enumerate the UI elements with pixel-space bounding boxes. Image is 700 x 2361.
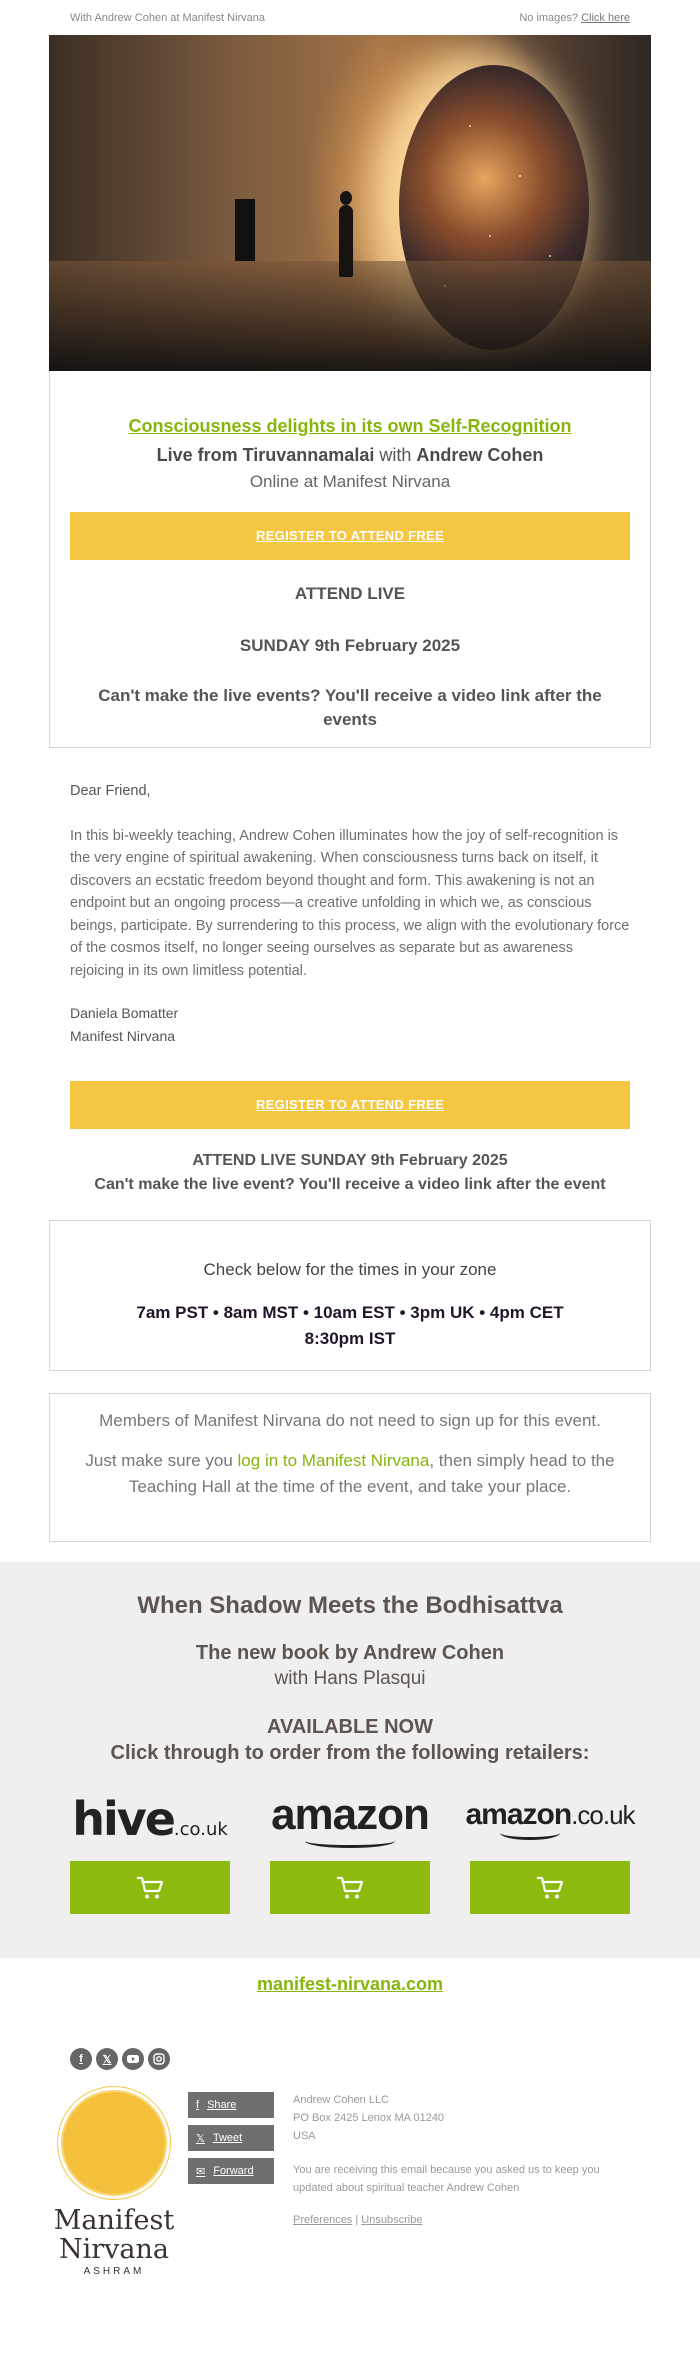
hero-image xyxy=(49,35,651,371)
members-box xyxy=(49,1393,651,1542)
dark-doorway xyxy=(235,199,255,261)
amazon-logo[interactable]: amazon xyxy=(270,1789,430,1849)
brand-logo: Manifest Nirvana ASHRAM xyxy=(49,2090,179,2277)
register-button-secondary[interactable]: REGISTER TO ATTEND FREE xyxy=(70,1081,630,1129)
login-link[interactable]: log in to Manifest Nirvana xyxy=(237,1451,430,1470)
footer-links: Preferences | Unsubscribe xyxy=(293,2214,423,2226)
mail-icon: ✉ xyxy=(196,2165,206,2178)
click-here-link[interactable]: Click here xyxy=(581,11,630,24)
instagram-icon[interactable] xyxy=(148,2048,170,2070)
retailers xyxy=(70,1789,635,1914)
hero-floor xyxy=(49,261,651,371)
amazon-cart-button[interactable] xyxy=(270,1861,430,1914)
cart-icon xyxy=(135,1875,165,1901)
preferences-link[interactable]: Preferences xyxy=(293,2214,353,2226)
star xyxy=(519,175,521,177)
unsubscribe-link[interactable]: Unsubscribe xyxy=(361,2214,423,2226)
footer-address: Andrew Cohen LLC PO Box 2425 Lenox MA 01240 USA You are receiving this email because you asked us to keep you updated about spiritual teacher Andrew Cohen Preferences | Unsubscribe xyxy=(293,2090,623,2277)
times-box xyxy=(49,1220,651,1371)
attend-live-heading: ATTEND LIVE xyxy=(294,584,406,603)
letter-body: In this bi-weekly teaching, Andrew Cohen illuminates how the joy of self-recognition is the very engine of spiritual awakening. When consciousness turns back on itself, it discovers an ecstatic freedom beyond thought and form. This awakening is not an endpoint but an ongoing process—a creative unfolding in which we, as conscious beings, participate. By surrendering to this process, we align with the evolutionary force of the cosmos itself, no longer seeing ourselves as separate but as awareness rejoicing in its own limitless potential. xyxy=(70,827,630,979)
standing-figure xyxy=(339,205,353,277)
site-link-row xyxy=(0,1974,700,1995)
retailer-amazon-uk xyxy=(465,1789,635,1914)
preheader-text: With Andrew Cohen at Manifest Nirvana xyxy=(70,11,266,24)
star xyxy=(489,235,491,237)
no-images-notice: No images? Click here xyxy=(519,11,630,24)
hive-cart-button[interactable] xyxy=(70,1861,230,1914)
times-heading: Check below for the times in your zone xyxy=(203,1260,497,1279)
signature-org: Manifest Nirvana xyxy=(70,1028,176,1044)
amazon-smile-icon xyxy=(500,1826,560,1840)
book-subtitle: The new book by Andrew Cohen xyxy=(195,1642,505,1664)
amazon-uk-cart-button[interactable] xyxy=(470,1861,630,1914)
book-coauthor: with Hans Plasqui xyxy=(274,1668,426,1689)
book-title: When Shadow Meets the Bodhisattva xyxy=(137,1592,563,1619)
cant-make-notice: Can't make the live events? You'll receive a video link after the events xyxy=(98,686,602,729)
members-instructions: Just make sure you log in to Manifest Nirvana, then simply head to the Teaching Hall at the time of the event, and take your place. xyxy=(85,1451,615,1496)
share-button[interactable]: f Share xyxy=(188,2092,274,2118)
star xyxy=(549,255,551,257)
retailers-intro: Click through to order from the following retailers: xyxy=(110,1742,590,1764)
sun-logo-icon xyxy=(61,2090,167,2196)
tweet-button[interactable]: 𝕏 Tweet xyxy=(188,2125,274,2151)
facebook-icon[interactable]: f xyxy=(70,2048,92,2070)
preheader xyxy=(0,0,700,35)
event-card xyxy=(49,371,651,748)
cant-make-line: Can't make the live event? You'll receive a video link after the event xyxy=(94,1176,606,1193)
x-icon: 𝕏 xyxy=(196,2132,205,2145)
share-buttons xyxy=(188,2090,274,2277)
retailer-amazon xyxy=(270,1789,430,1914)
available-now: AVAILABLE NOW xyxy=(267,1716,433,1738)
event-online: Online at Manifest Nirvana xyxy=(249,472,451,491)
subscription-notice: You are receiving this email because you asked us to keep you updated about spiritual teacher Andrew Cohen xyxy=(293,2164,600,2194)
site-link[interactable]: manifest-nirvana.com xyxy=(256,1974,444,1994)
star xyxy=(469,125,471,127)
youtube-icon[interactable] xyxy=(122,2048,144,2070)
letter xyxy=(0,748,700,1048)
event-subtitle: Live from Tiruvannamalai with Andrew Cohen xyxy=(156,445,544,465)
members-notice: Members of Manifest Nirvana do not need to sign up for this event. xyxy=(99,1411,601,1430)
social-icons xyxy=(70,2048,700,2070)
amazon-uk-logo[interactable]: amazon.co.uk xyxy=(470,1789,630,1849)
greeting: Dear Friend, xyxy=(70,783,151,799)
signature-name: Daniela Bomatter xyxy=(70,1005,179,1021)
forward-button[interactable]: ✉ Forward xyxy=(188,2158,274,2184)
x-icon[interactable]: 𝕏 xyxy=(96,2048,118,2070)
register-button[interactable]: REGISTER TO ATTEND FREE xyxy=(70,512,630,560)
facebook-icon: f xyxy=(196,2099,200,2111)
event-title-link[interactable]: Consciousness delights in its own Self-Recognition xyxy=(128,416,572,436)
footer xyxy=(49,2090,700,2277)
times-list: 7am PST • 8am MST • 10am EST • 3pm UK • 4pm CET 8:30pm IST xyxy=(136,1303,564,1348)
signature xyxy=(70,1002,630,1048)
book-promo xyxy=(0,1562,700,1958)
cart-icon xyxy=(535,1875,565,1901)
attend-live-line: ATTEND LIVE SUNDAY 9th February 2025 xyxy=(192,1152,508,1169)
cart-icon xyxy=(335,1875,365,1901)
hive-logo[interactable]: hive.co.uk xyxy=(72,1792,228,1846)
retailer-hive xyxy=(70,1789,230,1914)
event-date: SUNDAY 9th February 2025 xyxy=(239,636,461,655)
